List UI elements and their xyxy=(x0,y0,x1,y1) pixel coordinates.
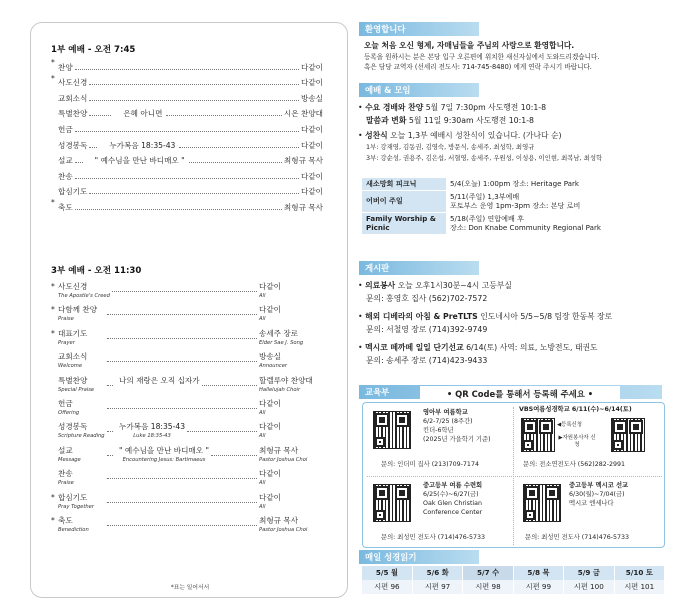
p4-contact: 문의: 최성민 전도사 (714)476-5733 xyxy=(525,534,630,541)
item-leader: 다같이 xyxy=(259,492,282,502)
item-name: 찬송 xyxy=(58,171,73,181)
item-detail-en: Encountering Jesus: Bartimaeus xyxy=(122,456,206,463)
service3-row xyxy=(51,446,323,469)
mission-item: • 해외 디베라의 아침 & PreTLTS 인도네시아 5/5~5/8 팀장 한동복 장로 xyxy=(358,312,613,321)
item-name: 특별찬양 xyxy=(58,109,88,119)
item-leader: 다같이 xyxy=(300,187,323,197)
standing-mark: * xyxy=(51,73,55,83)
service3-row xyxy=(51,469,323,492)
service3-row xyxy=(51,352,323,375)
item-name: 특별찬양 xyxy=(58,375,88,385)
item-leader: 다같이 xyxy=(259,398,282,408)
item-leader-en: Pastor Joshua Choi xyxy=(259,526,308,533)
mexico-item: • 멕시코 떼까떼 일일 단기선교 6/14(토) 사역: 의료, 노방전도, 태권도 xyxy=(358,343,598,352)
item-name-en: Special Praise xyxy=(58,386,95,393)
bulletin-header: 게시판 xyxy=(359,261,479,275)
standing-footnote: *표는 일어서서 xyxy=(170,585,210,591)
reading-day: 5/10 토 xyxy=(614,566,664,580)
item-leader: 다같이 xyxy=(300,171,323,181)
item-name: 헌금 xyxy=(58,398,73,408)
service3-title: 3부 예배 - 오전 11:30 xyxy=(51,266,142,276)
p4-title: 중고등부 멕시코 선교 xyxy=(569,482,629,489)
qr-code-vbs-register[interactable] xyxy=(521,418,555,452)
reading-psalm: 시편 96 xyxy=(362,580,412,594)
p1-title: 영아부 여름학교 xyxy=(423,409,468,416)
qr-code-youth-retreat[interactable] xyxy=(373,484,411,522)
item-leader-en: All xyxy=(259,503,266,510)
service3-row xyxy=(51,422,323,445)
item-name-en: Prayer xyxy=(58,339,75,346)
qr-code-vbs-volunteer[interactable] xyxy=(611,418,645,452)
item-leader-en: All xyxy=(259,480,266,487)
item-detail: 누가복음 18:35-43 xyxy=(109,140,176,150)
education-header: 교육부 xyxy=(359,385,662,399)
item-name-en: Benediction xyxy=(58,526,89,533)
standing-mark: * xyxy=(51,305,55,315)
qr-code-preschool[interactable] xyxy=(373,411,411,449)
item-name: 설교 xyxy=(58,156,73,166)
worship-header: 예배 & 모임 xyxy=(359,83,479,97)
reading-day: 5/7 수 xyxy=(463,566,513,580)
item-name-en: Offering xyxy=(58,409,80,416)
p3-contact: 문의: 최성민 전도사 (714)476-5733 xyxy=(381,534,486,541)
event-schedule-table xyxy=(362,177,664,234)
item-name: 축도 xyxy=(58,202,73,212)
service1-row xyxy=(51,73,323,89)
service1-title: 1부 예배 - 오전 7:45 xyxy=(51,45,136,55)
schedule-row xyxy=(362,178,664,191)
service1-row xyxy=(51,104,323,120)
communion-list2: 3부: 강순성, 권용주, 김은섭, 서혈영, 송세주, 우원성, 이성용, 이인현, 최복남, 최성학 xyxy=(366,154,603,162)
reading-psalm: 시편 100 xyxy=(564,580,614,594)
p3-venue2: Conference Center xyxy=(423,509,483,516)
reading-day: 5/8 목 xyxy=(513,566,563,580)
schedule-row xyxy=(362,190,664,212)
schedule-value: 5/11(주일) 1,3부예배 포토부스 운영 1pm-3pm 장소: 본당 로비 xyxy=(446,190,664,212)
item-leader: 시온 찬양대 xyxy=(283,109,323,119)
mexico-contact: 문의: 송세주 장로 (714)423-9433 xyxy=(366,356,488,365)
service1-row xyxy=(51,182,323,198)
service1-row xyxy=(51,119,323,135)
communion-item: • 성찬식 오늘 1,3부 예배시 성찬식이 있습니다. (가나다 순) xyxy=(358,131,562,140)
item-leader: 최형규 목사 xyxy=(259,515,299,525)
schedule-label: 새소망회 피크닉 xyxy=(362,178,446,191)
p1-dates: 6/2-7/25 (8주간) xyxy=(423,418,473,425)
qr-banner: • QR Code를 통해서 등록해 주세요 • xyxy=(420,386,620,402)
p4-dates: 6/30(월)~7/04(금) xyxy=(569,491,625,498)
item-name: 찬양 xyxy=(58,62,73,72)
reading-psalm: 시편 97 xyxy=(412,580,462,594)
mission-contact: 문의: 서철영 장로 (714)392-9749 xyxy=(366,325,488,334)
service3-row xyxy=(51,329,323,352)
bible-reading-table xyxy=(362,566,665,594)
item-leader: 다같이 xyxy=(300,78,323,88)
reading-psalm: 시편 98 xyxy=(463,580,513,594)
item-name: 찬송 xyxy=(58,469,73,479)
item-leader: 할렐루야 찬양대 xyxy=(259,375,313,385)
item-detail-en: Luke 18:35-43 xyxy=(133,433,171,440)
item-leader: 다같이 xyxy=(259,282,282,291)
item-name: 성경봉독 xyxy=(58,422,88,432)
service3-row xyxy=(51,305,323,328)
word-item: 말씀과 변화 5월 11일 9:30am 사도행전 10:1-8 xyxy=(366,116,535,125)
welcome-line3: 혹은 담당 교역자 (선세리 전도사: 714-745-8480) 에게 연락 주시기 바랍니다. xyxy=(364,63,592,71)
item-detail: 나의 재랑은 오직 십자가 xyxy=(119,375,200,385)
medical-contact: 문의: 홍영호 집사 (562)702-7572 xyxy=(366,294,488,303)
item-name-en: The Apostle's Creed xyxy=(58,293,110,299)
welcome-line1: 오늘 처음 오신 형제, 자매님들을 주님의 사랑으로 환영합니다. xyxy=(364,41,575,50)
communion-list1: 1부: 강재영, 김동권, 김영숙, 방문식, 송세주, 최성학, 최영규 xyxy=(366,143,535,151)
service1-row xyxy=(51,166,323,182)
item-leader: 방송실 xyxy=(259,352,282,362)
item-name-en: Scripture Reading xyxy=(58,433,105,440)
service3-order xyxy=(51,282,323,539)
standing-mark: * xyxy=(51,492,55,502)
item-name: 교회소식 xyxy=(58,352,88,362)
item-leader: 다같이 xyxy=(300,124,323,134)
item-leader: 최형규 목사 xyxy=(259,445,299,455)
education-qr-box xyxy=(362,402,665,548)
schedule-value: 5/4(오늘) 1:00pm 장소: Heritage Park xyxy=(446,178,664,191)
item-name: 성경봉독 xyxy=(58,140,88,150)
standing-mark: * xyxy=(51,328,55,338)
item-detail: 누가복음 18:35-43 xyxy=(119,422,186,432)
item-name-en: Welcome xyxy=(58,363,83,370)
reading-psalm: 시편 99 xyxy=(513,580,563,594)
item-leader-en: Pastor Joshua Choi xyxy=(259,456,308,463)
p2-volunteer-label: ▶자원봉사자 신청 xyxy=(558,435,596,448)
schedule-label: Family Worship & Picnic xyxy=(362,212,446,234)
service3-row xyxy=(51,493,323,516)
standing-mark: * xyxy=(51,515,55,525)
item-name-en: Message xyxy=(58,456,81,463)
service3-row xyxy=(51,376,323,399)
item-name-en: Praise xyxy=(58,316,74,323)
reading-psalm: 시편 101 xyxy=(614,580,664,594)
p1-grades: 킨더-6학년 xyxy=(423,427,454,434)
reading-header: 매일 성경읽기 xyxy=(359,550,479,564)
item-name: 축도 xyxy=(58,515,73,525)
item-name: 헌금 xyxy=(58,124,73,134)
vbs-panel xyxy=(515,405,661,476)
item-leader-en: All xyxy=(259,293,266,299)
p4-place: 멕시코 엔세나다 xyxy=(569,500,614,507)
p2-register-label: ◀등록신청 xyxy=(557,422,582,428)
reading-day: 5/9 금 xyxy=(564,566,614,580)
p3-dates: 6/25(수)~6/27(금) xyxy=(423,491,479,498)
item-leader-en: Hallelujah Choir xyxy=(259,386,301,393)
reading-days-row xyxy=(362,566,665,580)
p1-note: (2025년 가을학기 기준) xyxy=(423,436,491,443)
item-leader: 다같이 xyxy=(300,62,323,72)
item-name: 교회소식 xyxy=(58,93,88,103)
item-detail: " 예수님을 만난 바디매오 " xyxy=(94,156,185,166)
schedule-label: 어버이 주일 xyxy=(362,190,446,212)
item-name: 대표기도 xyxy=(58,328,88,338)
item-leader: 다같이 xyxy=(259,422,282,432)
p1-contact: 문의: 인더미 집사 (213)709-7174 xyxy=(381,461,479,468)
p3-title: 중고등부 여름 수련회 xyxy=(423,482,483,489)
p3-venue1: Oak Glen Christian xyxy=(423,500,483,507)
reading-day: 5/6 화 xyxy=(412,566,462,580)
item-name-en: Praise xyxy=(58,480,74,487)
item-name: 사도신경 xyxy=(58,78,88,88)
item-name: 합심기도 xyxy=(58,492,88,502)
service3-row xyxy=(51,282,323,305)
item-name: 사도신경 xyxy=(58,282,88,291)
item-detail: " 예수님을 만난 바디매오 " xyxy=(119,445,209,455)
schedule-value: 5/18(주일) 연합예배 후 장소: Don Knabe Community Regional Park xyxy=(446,212,664,234)
welcome-header: 환영합니다 xyxy=(359,22,479,36)
item-leader: 다같이 xyxy=(259,469,282,479)
service3-row xyxy=(51,516,323,539)
schedule-row xyxy=(362,212,664,234)
welcome-line2: 등록을 원하시는 분은 본당 입구 오른편에 위치한 새신자실에서 도와드리겠습니다. xyxy=(364,53,600,61)
service1-row xyxy=(51,88,323,104)
standing-mark: * xyxy=(51,282,55,291)
service1-row xyxy=(51,197,323,213)
item-name-en: Pray Together xyxy=(58,503,94,510)
service1-order xyxy=(51,57,323,213)
preschool-summer-panel xyxy=(365,405,511,476)
item-name: 합심기도 xyxy=(58,187,88,197)
service1-row xyxy=(51,151,323,167)
standing-mark: * xyxy=(51,198,55,208)
wed-item: • 수요 경배와 찬양 5월 7일 7:30pm 사도행전 10:1-8 xyxy=(358,103,547,112)
item-leader: 최형규 목사 xyxy=(283,156,323,166)
reading-psalms-row xyxy=(362,580,665,594)
service1-row xyxy=(51,135,323,151)
item-leader: 송세주 장로 xyxy=(259,328,299,338)
p2-title: VBS여름성경학교 6/11(수)~6/14(토) xyxy=(519,406,632,413)
item-leader: 다같이 xyxy=(259,305,282,315)
item-leader-en: Elder Sae J. Song xyxy=(259,339,304,346)
standing-mark: * xyxy=(51,58,55,67)
reading-day: 5/5 월 xyxy=(362,566,412,580)
medical-item: • 의료봉사 오늘 오후1시30분~4시 고등부실 xyxy=(358,281,512,290)
item-leader-en: All xyxy=(259,316,266,323)
item-name: 설교 xyxy=(58,445,73,455)
qr-code-youth-mexico[interactable] xyxy=(523,484,561,522)
order-of-worship-card xyxy=(30,22,348,598)
service1-row xyxy=(51,57,323,73)
item-detail: 은혜 아니면 xyxy=(123,109,163,119)
youth-mexico-panel xyxy=(515,478,661,549)
item-leader: 다같이 xyxy=(300,140,323,150)
item-leader-en: Announcer xyxy=(259,363,288,370)
service3-row xyxy=(51,399,323,422)
item-name: 다함께 찬양 xyxy=(58,305,98,315)
youth-retreat-panel xyxy=(365,478,511,549)
item-leader: 최형규 목사 xyxy=(283,202,323,212)
item-leader: 방송실 xyxy=(300,93,323,103)
p2-contact: 문의: 전소연전도사 (562)282-2991 xyxy=(523,461,626,468)
item-leader-en: All xyxy=(259,409,266,416)
item-leader-en: All xyxy=(259,433,266,440)
